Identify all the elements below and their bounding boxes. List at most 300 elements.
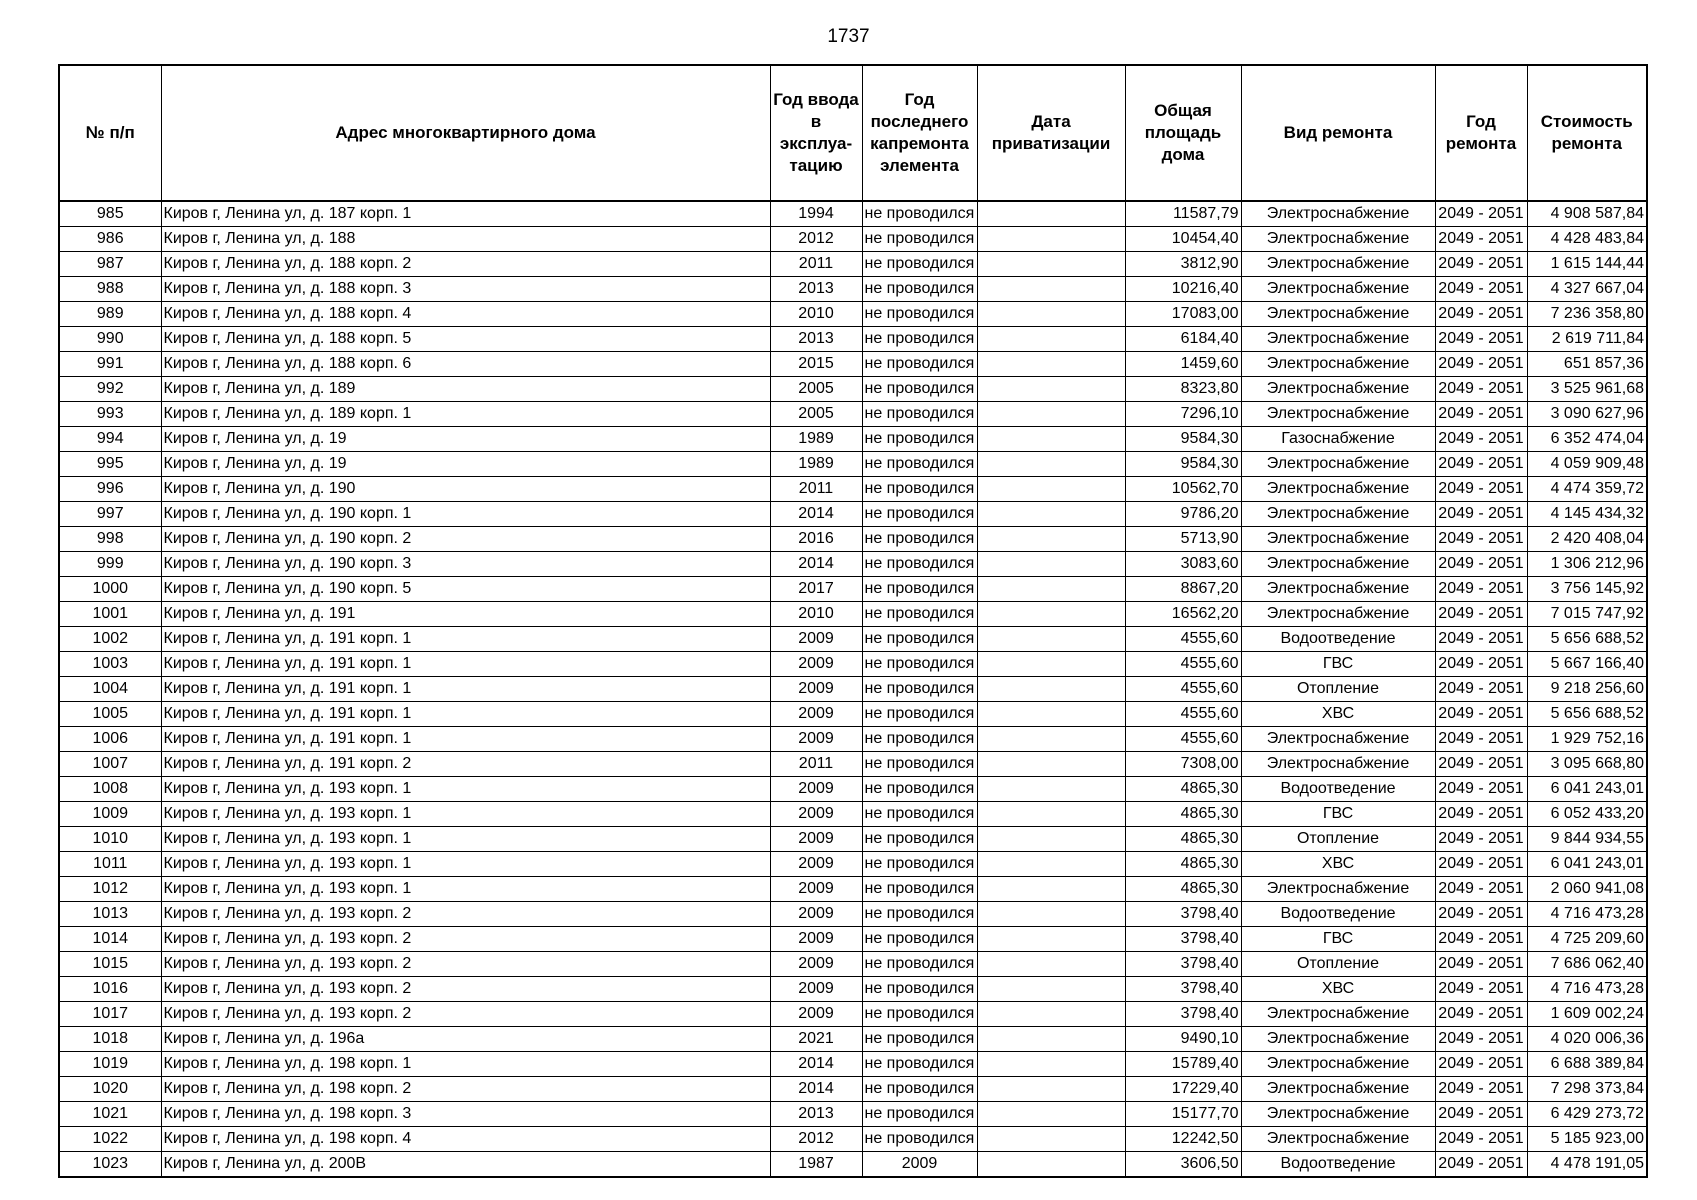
cell-year-built: 2014 <box>770 1077 862 1102</box>
cell-privatization-date <box>977 677 1125 702</box>
cell-address: Киров г, Ленина ул, д. 190 <box>161 477 770 502</box>
cell-year-built: 2009 <box>770 877 862 902</box>
cell-num: 985 <box>59 201 161 227</box>
cell-address: Киров г, Ленина ул, д. 19 <box>161 452 770 477</box>
cell-repair-cost: 7 298 373,84 <box>1527 1077 1647 1102</box>
cell-address: Киров г, Ленина ул, д. 198 корп. 1 <box>161 1052 770 1077</box>
cell-total-area: 4555,60 <box>1125 627 1241 652</box>
cell-year-built: 2009 <box>770 652 862 677</box>
cell-last-capital-repair: не проводился <box>862 1052 977 1077</box>
cell-repair-type: Электроснабжение <box>1241 377 1435 402</box>
cell-num: 1021 <box>59 1102 161 1127</box>
cell-repair-cost: 5 656 688,52 <box>1527 702 1647 727</box>
header-total-area: Общая площадь дома <box>1125 65 1241 201</box>
cell-privatization-date <box>977 427 1125 452</box>
table-row <box>59 777 1647 802</box>
table-row <box>59 877 1647 902</box>
header-repair-type: Вид ремонта <box>1241 65 1435 201</box>
table-row <box>59 302 1647 327</box>
cell-num: 1002 <box>59 627 161 652</box>
cell-last-capital-repair: не проводился <box>862 602 977 627</box>
cell-num: 1020 <box>59 1077 161 1102</box>
cell-repair-type: Электроснабжение <box>1241 577 1435 602</box>
cell-num: 1000 <box>59 577 161 602</box>
cell-repair-cost: 7 686 062,40 <box>1527 952 1647 977</box>
cell-repair-period: 2049 - 2051 <box>1435 552 1527 577</box>
cell-num: 1003 <box>59 652 161 677</box>
cell-last-capital-repair: не проводился <box>862 377 977 402</box>
header-num: № п/п <box>59 65 161 201</box>
cell-address: Киров г, Ленина ул, д. 198 корп. 2 <box>161 1077 770 1102</box>
cell-address: Киров г, Ленина ул, д. 191 корп. 1 <box>161 627 770 652</box>
table-row <box>59 577 1647 602</box>
cell-num: 1005 <box>59 702 161 727</box>
cell-privatization-date <box>977 977 1125 1002</box>
cell-privatization-date <box>977 302 1125 327</box>
cell-total-area: 4555,60 <box>1125 677 1241 702</box>
cell-privatization-date <box>977 502 1125 527</box>
table-row <box>59 627 1647 652</box>
cell-year-built: 2009 <box>770 977 862 1002</box>
cell-last-capital-repair: не проводился <box>862 702 977 727</box>
header-repair-cost: Стоимость ремонта <box>1527 65 1647 201</box>
cell-last-capital-repair: не проводился <box>862 427 977 452</box>
cell-last-capital-repair: не проводился <box>862 502 977 527</box>
cell-repair-period: 2049 - 2051 <box>1435 752 1527 777</box>
cell-num: 1014 <box>59 927 161 952</box>
table-row <box>59 1002 1647 1027</box>
cell-repair-period: 2049 - 2051 <box>1435 677 1527 702</box>
cell-repair-cost: 6 429 273,72 <box>1527 1102 1647 1127</box>
table-row <box>59 402 1647 427</box>
cell-last-capital-repair: не проводился <box>862 1102 977 1127</box>
table-row <box>59 201 1647 227</box>
cell-num: 1023 <box>59 1152 161 1178</box>
cell-repair-period: 2049 - 2051 <box>1435 227 1527 252</box>
cell-num: 988 <box>59 277 161 302</box>
cell-repair-type: Электроснабжение <box>1241 352 1435 377</box>
cell-total-area: 9584,30 <box>1125 427 1241 452</box>
table-row <box>59 227 1647 252</box>
cell-last-capital-repair: не проводился <box>862 802 977 827</box>
cell-year-built: 2014 <box>770 552 862 577</box>
table-row <box>59 652 1647 677</box>
table-row <box>59 977 1647 1002</box>
table-row <box>59 702 1647 727</box>
table-row <box>59 477 1647 502</box>
cell-address: Киров г, Ленина ул, д. 188 корп. 6 <box>161 352 770 377</box>
cell-total-area: 9490,10 <box>1125 1027 1241 1052</box>
cell-privatization-date <box>977 702 1125 727</box>
cell-repair-cost: 6 041 243,01 <box>1527 777 1647 802</box>
cell-num: 1013 <box>59 902 161 927</box>
cell-privatization-date <box>977 352 1125 377</box>
cell-address: Киров г, Ленина ул, д. 188 корп. 2 <box>161 252 770 277</box>
cell-year-built: 2009 <box>770 627 862 652</box>
cell-repair-cost: 4 145 434,32 <box>1527 502 1647 527</box>
cell-last-capital-repair: не проводился <box>862 552 977 577</box>
cell-repair-period: 2049 - 2051 <box>1435 902 1527 927</box>
table-row <box>59 552 1647 577</box>
cell-total-area: 4555,60 <box>1125 652 1241 677</box>
cell-repair-type: Электроснабжение <box>1241 1127 1435 1152</box>
cell-address: Киров г, Ленина ул, д. 193 корп. 2 <box>161 902 770 927</box>
cell-last-capital-repair: не проводился <box>862 1077 977 1102</box>
cell-repair-period: 2049 - 2051 <box>1435 777 1527 802</box>
cell-repair-type: Электроснабжение <box>1241 1102 1435 1127</box>
cell-year-built: 2009 <box>770 927 862 952</box>
cell-repair-type: Электроснабжение <box>1241 452 1435 477</box>
cell-total-area: 9584,30 <box>1125 452 1241 477</box>
cell-repair-type: Отопление <box>1241 677 1435 702</box>
cell-address: Киров г, Ленина ул, д. 200В <box>161 1152 770 1178</box>
cell-address: Киров г, Ленина ул, д. 191 корп. 1 <box>161 727 770 752</box>
cell-last-capital-repair: не проводился <box>862 402 977 427</box>
table-row <box>59 927 1647 952</box>
cell-repair-cost: 1 929 752,16 <box>1527 727 1647 752</box>
cell-repair-type: Электроснабжение <box>1241 1077 1435 1102</box>
cell-repair-cost: 4 716 473,28 <box>1527 902 1647 927</box>
cell-total-area: 17083,00 <box>1125 302 1241 327</box>
cell-repair-cost: 6 352 474,04 <box>1527 427 1647 452</box>
repair-registry-table <box>58 64 1648 1178</box>
cell-last-capital-repair: не проводился <box>862 777 977 802</box>
table-row <box>59 852 1647 877</box>
table-row <box>59 602 1647 627</box>
cell-repair-cost: 651 857,36 <box>1527 352 1647 377</box>
cell-year-built: 2009 <box>770 952 862 977</box>
cell-address: Киров г, Ленина ул, д. 189 <box>161 377 770 402</box>
cell-total-area: 15177,70 <box>1125 1102 1241 1127</box>
cell-year-built: 2015 <box>770 352 862 377</box>
cell-repair-cost: 4 428 483,84 <box>1527 227 1647 252</box>
cell-repair-cost: 4 725 209,60 <box>1527 927 1647 952</box>
cell-last-capital-repair: не проводился <box>862 577 977 602</box>
cell-total-area: 3798,40 <box>1125 1002 1241 1027</box>
table-row <box>59 802 1647 827</box>
cell-repair-cost: 3 090 627,96 <box>1527 402 1647 427</box>
cell-repair-type: Электроснабжение <box>1241 252 1435 277</box>
cell-year-built: 2011 <box>770 477 862 502</box>
cell-year-built: 2013 <box>770 1102 862 1127</box>
cell-address: Киров г, Ленина ул, д. 193 корп. 2 <box>161 977 770 1002</box>
cell-address: Киров г, Ленина ул, д. 191 корп. 1 <box>161 652 770 677</box>
cell-repair-type: Электроснабжение <box>1241 752 1435 777</box>
cell-repair-period: 2049 - 2051 <box>1435 1002 1527 1027</box>
cell-last-capital-repair: не проводился <box>862 677 977 702</box>
cell-repair-period: 2049 - 2051 <box>1435 1152 1527 1178</box>
cell-repair-period: 2049 - 2051 <box>1435 877 1527 902</box>
cell-num: 993 <box>59 402 161 427</box>
cell-repair-cost: 6 052 433,20 <box>1527 802 1647 827</box>
cell-repair-type: Отопление <box>1241 827 1435 852</box>
cell-num: 986 <box>59 227 161 252</box>
cell-privatization-date <box>977 452 1125 477</box>
cell-year-built: 2012 <box>770 227 862 252</box>
cell-total-area: 15789,40 <box>1125 1052 1241 1077</box>
cell-year-built: 2011 <box>770 752 862 777</box>
cell-year-built: 2010 <box>770 602 862 627</box>
cell-address: Киров г, Ленина ул, д. 188 корп. 3 <box>161 277 770 302</box>
cell-repair-cost: 4 478 191,05 <box>1527 1152 1647 1178</box>
cell-num: 1008 <box>59 777 161 802</box>
cell-num: 1012 <box>59 877 161 902</box>
cell-privatization-date <box>977 927 1125 952</box>
table-row <box>59 1027 1647 1052</box>
table-row <box>59 1102 1647 1127</box>
cell-repair-type: Электроснабжение <box>1241 502 1435 527</box>
cell-privatization-date <box>977 477 1125 502</box>
cell-privatization-date <box>977 827 1125 852</box>
cell-repair-cost: 7 236 358,80 <box>1527 302 1647 327</box>
cell-last-capital-repair: не проводился <box>862 327 977 352</box>
cell-total-area: 5713,90 <box>1125 527 1241 552</box>
cell-repair-period: 2049 - 2051 <box>1435 1102 1527 1127</box>
table-row <box>59 352 1647 377</box>
cell-repair-type: Электроснабжение <box>1241 527 1435 552</box>
cell-last-capital-repair: не проводился <box>862 727 977 752</box>
cell-repair-cost: 4 020 006,36 <box>1527 1027 1647 1052</box>
cell-address: Киров г, Ленина ул, д. 190 корп. 3 <box>161 552 770 577</box>
cell-total-area: 12242,50 <box>1125 1127 1241 1152</box>
cell-num: 998 <box>59 527 161 552</box>
cell-privatization-date <box>977 527 1125 552</box>
table-row <box>59 902 1647 927</box>
cell-repair-period: 2049 - 2051 <box>1435 352 1527 377</box>
cell-last-capital-repair: не проводился <box>862 927 977 952</box>
cell-num: 989 <box>59 302 161 327</box>
table-header <box>59 65 1647 201</box>
cell-privatization-date <box>977 201 1125 227</box>
cell-privatization-date <box>977 1052 1125 1077</box>
header-address: Адрес многоквартирного дома <box>161 65 770 201</box>
cell-address: Киров г, Ленина ул, д. 187 корп. 1 <box>161 201 770 227</box>
cell-total-area: 7296,10 <box>1125 402 1241 427</box>
cell-total-area: 11587,79 <box>1125 201 1241 227</box>
cell-total-area: 8323,80 <box>1125 377 1241 402</box>
cell-privatization-date <box>977 802 1125 827</box>
cell-repair-cost: 4 716 473,28 <box>1527 977 1647 1002</box>
cell-repair-type: ХВС <box>1241 702 1435 727</box>
cell-repair-type: Водоотведение <box>1241 1152 1435 1178</box>
cell-repair-cost: 4 474 359,72 <box>1527 477 1647 502</box>
cell-repair-cost: 4 059 909,48 <box>1527 452 1647 477</box>
cell-repair-period: 2049 - 2051 <box>1435 702 1527 727</box>
cell-num: 1011 <box>59 852 161 877</box>
cell-repair-period: 2049 - 2051 <box>1435 452 1527 477</box>
table-row <box>59 502 1647 527</box>
cell-year-built: 2009 <box>770 802 862 827</box>
cell-year-built: 1989 <box>770 427 862 452</box>
cell-address: Киров г, Ленина ул, д. 191 корп. 2 <box>161 752 770 777</box>
cell-repair-period: 2049 - 2051 <box>1435 852 1527 877</box>
header-year-built: Год ввода в эксплуа-тацию <box>770 65 862 201</box>
cell-repair-period: 2049 - 2051 <box>1435 577 1527 602</box>
cell-repair-cost: 9 218 256,60 <box>1527 677 1647 702</box>
cell-num: 1017 <box>59 1002 161 1027</box>
cell-repair-type: Электроснабжение <box>1241 277 1435 302</box>
cell-address: Киров г, Ленина ул, д. 193 корп. 1 <box>161 827 770 852</box>
cell-repair-cost: 5 656 688,52 <box>1527 627 1647 652</box>
cell-year-built: 1987 <box>770 1152 862 1178</box>
cell-privatization-date <box>977 1002 1125 1027</box>
cell-total-area: 3083,60 <box>1125 552 1241 577</box>
cell-total-area: 4865,30 <box>1125 877 1241 902</box>
header-privatization-date: Дата приватизации <box>977 65 1125 201</box>
cell-repair-period: 2049 - 2051 <box>1435 1027 1527 1052</box>
cell-total-area: 3798,40 <box>1125 927 1241 952</box>
cell-repair-cost: 5 667 166,40 <box>1527 652 1647 677</box>
cell-year-built: 2009 <box>770 777 862 802</box>
table-row <box>59 277 1647 302</box>
cell-total-area: 4865,30 <box>1125 802 1241 827</box>
cell-repair-period: 2049 - 2051 <box>1435 377 1527 402</box>
header-last-capital-repair: Год последнего капремонта элемента <box>862 65 977 201</box>
cell-repair-cost: 1 609 002,24 <box>1527 1002 1647 1027</box>
cell-total-area: 4555,60 <box>1125 702 1241 727</box>
cell-address: Киров г, Ленина ул, д. 188 <box>161 227 770 252</box>
cell-repair-type: Электроснабжение <box>1241 877 1435 902</box>
cell-repair-type: ХВС <box>1241 852 1435 877</box>
cell-num: 994 <box>59 427 161 452</box>
cell-year-built: 2011 <box>770 252 862 277</box>
cell-total-area: 6184,40 <box>1125 327 1241 352</box>
cell-last-capital-repair: 2009 <box>862 1152 977 1178</box>
table-row <box>59 527 1647 552</box>
table-row <box>59 252 1647 277</box>
cell-last-capital-repair: не проводился <box>862 477 977 502</box>
cell-last-capital-repair: не проводился <box>862 352 977 377</box>
cell-privatization-date <box>977 877 1125 902</box>
cell-year-built: 2013 <box>770 327 862 352</box>
cell-num: 1018 <box>59 1027 161 1052</box>
cell-address: Киров г, Ленина ул, д. 193 корп. 2 <box>161 927 770 952</box>
cell-address: Киров г, Ленина ул, д. 188 корп. 4 <box>161 302 770 327</box>
cell-repair-period: 2049 - 2051 <box>1435 827 1527 852</box>
cell-privatization-date <box>977 552 1125 577</box>
cell-num: 1009 <box>59 802 161 827</box>
cell-total-area: 7308,00 <box>1125 752 1241 777</box>
cell-total-area: 3606,50 <box>1125 1152 1241 1178</box>
cell-repair-type: Электроснабжение <box>1241 1052 1435 1077</box>
header-repair-period: Год ремонта <box>1435 65 1527 201</box>
cell-last-capital-repair: не проводился <box>862 977 977 1002</box>
cell-year-built: 2012 <box>770 1127 862 1152</box>
cell-repair-type: ГВС <box>1241 927 1435 952</box>
cell-year-built: 2017 <box>770 577 862 602</box>
cell-last-capital-repair: не проводился <box>862 827 977 852</box>
cell-privatization-date <box>977 952 1125 977</box>
cell-address: Киров г, Ленина ул, д. 190 корп. 2 <box>161 527 770 552</box>
cell-repair-period: 2049 - 2051 <box>1435 302 1527 327</box>
cell-num: 987 <box>59 252 161 277</box>
table-row <box>59 327 1647 352</box>
cell-repair-period: 2049 - 2051 <box>1435 502 1527 527</box>
cell-repair-cost: 9 844 934,55 <box>1527 827 1647 852</box>
cell-num: 997 <box>59 502 161 527</box>
cell-year-built: 2010 <box>770 302 862 327</box>
cell-repair-cost: 3 095 668,80 <box>1527 752 1647 777</box>
cell-address: Киров г, Ленина ул, д. 189 корп. 1 <box>161 402 770 427</box>
cell-repair-period: 2049 - 2051 <box>1435 627 1527 652</box>
cell-last-capital-repair: не проводился <box>862 252 977 277</box>
cell-total-area: 3798,40 <box>1125 902 1241 927</box>
cell-num: 990 <box>59 327 161 352</box>
cell-num: 1004 <box>59 677 161 702</box>
cell-address: Киров г, Ленина ул, д. 193 корп. 2 <box>161 952 770 977</box>
cell-repair-period: 2049 - 2051 <box>1435 327 1527 352</box>
cell-repair-period: 2049 - 2051 <box>1435 1077 1527 1102</box>
cell-total-area: 17229,40 <box>1125 1077 1241 1102</box>
cell-address: Киров г, Ленина ул, д. 191 корп. 1 <box>161 677 770 702</box>
table-row <box>59 1052 1647 1077</box>
cell-repair-period: 2049 - 2051 <box>1435 402 1527 427</box>
cell-repair-type: Электроснабжение <box>1241 727 1435 752</box>
table-row <box>59 677 1647 702</box>
cell-year-built: 1994 <box>770 201 862 227</box>
cell-last-capital-repair: не проводился <box>862 1002 977 1027</box>
cell-total-area: 4865,30 <box>1125 827 1241 852</box>
cell-address: Киров г, Ленина ул, д. 190 корп. 1 <box>161 502 770 527</box>
cell-total-area: 16562,20 <box>1125 602 1241 627</box>
cell-repair-period: 2049 - 2051 <box>1435 977 1527 1002</box>
cell-last-capital-repair: не проводился <box>862 902 977 927</box>
cell-total-area: 8867,20 <box>1125 577 1241 602</box>
cell-privatization-date <box>977 277 1125 302</box>
cell-repair-cost: 5 185 923,00 <box>1527 1127 1647 1152</box>
cell-repair-type: Электроснабжение <box>1241 201 1435 227</box>
cell-year-built: 2009 <box>770 727 862 752</box>
cell-repair-cost: 6 041 243,01 <box>1527 852 1647 877</box>
cell-total-area: 10562,70 <box>1125 477 1241 502</box>
cell-last-capital-repair: не проводился <box>862 877 977 902</box>
table-row <box>59 827 1647 852</box>
cell-privatization-date <box>977 1127 1125 1152</box>
cell-repair-type: Электроснабжение <box>1241 402 1435 427</box>
cell-privatization-date <box>977 752 1125 777</box>
cell-privatization-date <box>977 1152 1125 1178</box>
cell-privatization-date <box>977 777 1125 802</box>
cell-privatization-date <box>977 1027 1125 1052</box>
cell-total-area: 4865,30 <box>1125 852 1241 877</box>
cell-address: Киров г, Ленина ул, д. 191 корп. 1 <box>161 702 770 727</box>
cell-last-capital-repair: не проводился <box>862 277 977 302</box>
cell-year-built: 2009 <box>770 1002 862 1027</box>
cell-year-built: 2016 <box>770 527 862 552</box>
table-row <box>59 952 1647 977</box>
cell-repair-period: 2049 - 2051 <box>1435 727 1527 752</box>
cell-total-area: 10454,40 <box>1125 227 1241 252</box>
cell-address: Киров г, Ленина ул, д. 193 корп. 1 <box>161 802 770 827</box>
cell-num: 991 <box>59 352 161 377</box>
cell-num: 995 <box>59 452 161 477</box>
cell-address: Киров г, Ленина ул, д. 19 <box>161 427 770 452</box>
cell-year-built: 2009 <box>770 902 862 927</box>
table-row <box>59 727 1647 752</box>
cell-repair-cost: 4 327 667,04 <box>1527 277 1647 302</box>
cell-last-capital-repair: не проводился <box>862 652 977 677</box>
cell-privatization-date <box>977 377 1125 402</box>
cell-num: 1022 <box>59 1127 161 1152</box>
cell-num: 996 <box>59 477 161 502</box>
cell-repair-period: 2049 - 2051 <box>1435 602 1527 627</box>
cell-address: Киров г, Ленина ул, д. 193 корп. 1 <box>161 877 770 902</box>
cell-last-capital-repair: не проводился <box>862 852 977 877</box>
cell-privatization-date <box>977 402 1125 427</box>
cell-year-built: 2014 <box>770 502 862 527</box>
cell-privatization-date <box>977 902 1125 927</box>
cell-last-capital-repair: не проводился <box>862 952 977 977</box>
